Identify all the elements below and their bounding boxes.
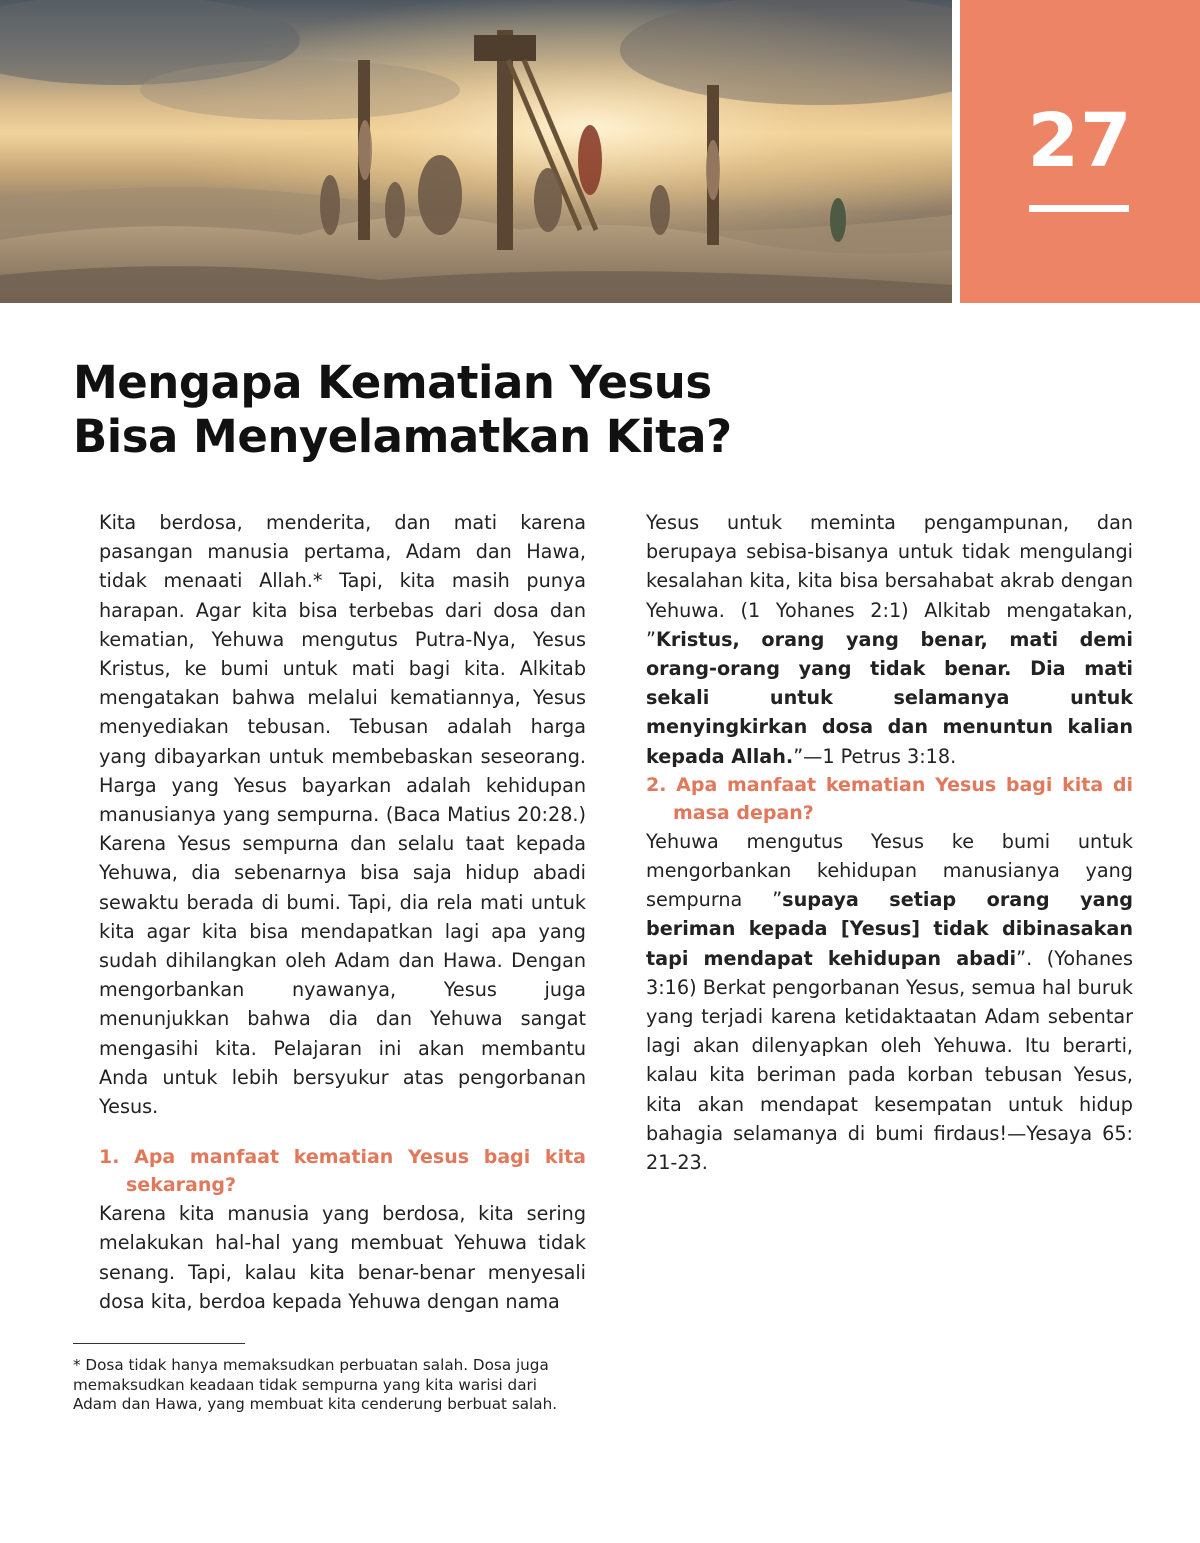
scripture-quote-1-petrus: Kristus, orang yang benar, mati demi orang-orang yang tidak benar. Dia mati sekali untuk selamanya untuk menyingkirkan dosa dan menuntun kalian kepada Allah. [646,627,1133,768]
title-line-2: Bisa Menyelamatkan Kita? [73,410,732,463]
lesson-number-box [960,0,1200,303]
lesson-number-underline [1029,205,1129,212]
lesson-number: 27 [1027,98,1133,184]
answer-1-paragraph-part-2 [646,508,1133,771]
footnote-divider [73,1343,245,1344]
question-2-heading: 2. Apa manfaat kematian Yesus bagi kita di masa depan? [646,773,1133,824]
left-column [99,508,586,1316]
footnote-line-1: * Dosa tidak hanya memaksudkan perbuatan salah. Dosa juga [73,1356,549,1374]
scripture-quote-yohanes: supaya setiap orang yang beriman kepada [Yesus] tidak dibinasakan tapi mendapat kehidupan abadi [646,888,1134,970]
hero-image [0,0,952,303]
footnote [73,1356,593,1415]
answer-2-text-a: Yehuwa mengutus Yesus ke bumi untuk mengorbankan kehidupan manusianya yang sempurna ” [646,829,1133,912]
answer-2-text-b: ”. (Yohanes 3:16) Berkat pengorbanan Yesus, semua hal buruk yang terjadi karena ketidaktaatan Adam sebentar lagi akan dilenyapkan oleh Yehuwa. Itu berarti, kalau kita beriman pada korban tebusan Yesus, kita akan mendapat kesempatan untuk hidup bahagia selamanya di bumi firdaus!—Yesaya 65: 21-23. [646,946,1133,1175]
answer-1-citation: ”—1 Petrus 3:18. [793,744,957,768]
answer-1-paragraph-part-1: Karena kita manusia yang berdosa, kita sering melakukan hal-hal yang membuat Yehuwa tidak senang. Tapi, kalau kita benar-benar menyesali dosa kita, berdoa kepada Yehuwa dengan nama [99,1202,586,1313]
question-1-heading: 1. Apa manfaat kematian Yesus bagi kita sekarang? [99,1146,586,1197]
page-title [73,356,873,464]
right-column [646,508,1133,1177]
answer-2-paragraph [646,827,1133,1177]
answer-1-text: Yesus untuk meminta pengampunan, dan berupaya sebisa-bisanya untuk tidak mengulangi kesalahan kita, kita bisa bersahabat akrab dengan Yehuwa. (1 Yohanes 2:1) Alkitab mengatakan, ” [646,511,1133,651]
crucifixion-illustration [0,0,952,303]
title-line-1: Mengapa Kematian Yesus [73,356,712,409]
intro-paragraph: Kita berdosa, menderita, dan mati karena pasangan manusia pertama, Adam dan Hawa, tidak menaati Allah.* Tapi, kita masih punya harapan. Agar kita bisa terbebas dari dosa dan kematian, Yehuwa mengutus Putra-Nya, Yesus Kristus, ke bumi untuk mati bagi kita. Alkitab mengatakan bahwa melalui kematiannya, Yesus menyediakan tebusan. Tebusan adalah harga yang dibayarkan untuk membebaskan seseorang. Harga yang Yesus bayarkan adalah kehidupan manusianya yang sempurna. (Baca Matius 20:28.) Karena Yesus sempurna dan selalu taat kepada Yehuwa, dia sebenarnya bisa saja hidup abadi sewaktu berada di bumi. Tapi, dia rela mati untuk kita agar kita bisa mendapatkan lagi apa yang sudah dihilangkan oleh Adam dan Hawa. Dengan mengorbankan nyawanya, Yesus juga menunjukkan bahwa dia dan Yehuwa sangat mengasihi kita. Pelajaran ini akan membantu Anda untuk lebih bersyukur atas pengorbanan Yesus. [99,511,586,1119]
footnote-line-3: Adam dan Hawa, yang membuat kita cenderung berbuat salah. [73,1395,558,1413]
footnote-line-2: memaksudkan keadaan tidak sempurna yang kita warisi dari [73,1375,537,1394]
